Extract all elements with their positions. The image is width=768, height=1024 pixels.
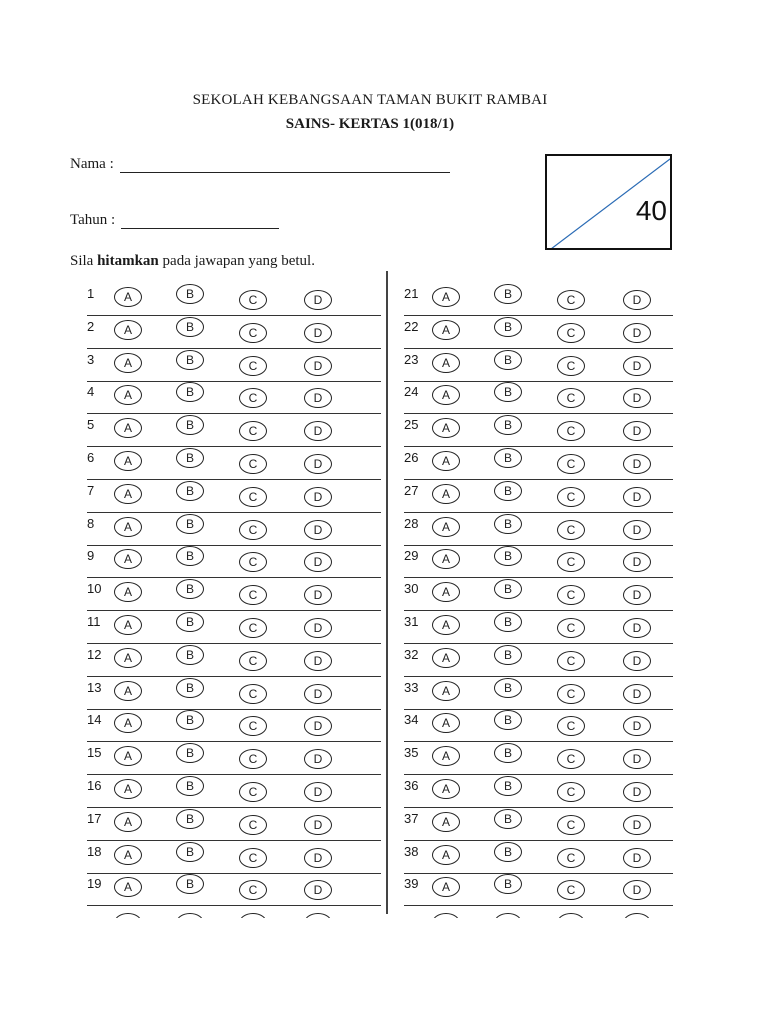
option-bubble-b[interactable]: B	[494, 514, 522, 534]
option-bubble-c[interactable]: C	[557, 684, 585, 704]
option-bubble-d[interactable]: D	[623, 716, 651, 736]
option-bubble-a[interactable]: A	[432, 877, 460, 897]
option-bubble-d[interactable]: D	[623, 815, 651, 835]
question-row	[404, 808, 673, 841]
question-number: 17	[87, 810, 102, 826]
option-bubble-a[interactable]: A	[432, 648, 460, 668]
option-bubble-a[interactable]: A	[432, 845, 460, 865]
option-bubble-c[interactable]: C	[557, 388, 585, 408]
option-bubble-c[interactable]: C	[239, 848, 267, 868]
option-bubble-d[interactable]: D	[304, 880, 332, 900]
option-bubble-c[interactable]: C	[557, 815, 585, 835]
question-row	[404, 381, 673, 414]
option-bubble-c[interactable]: C	[557, 454, 585, 474]
option-bubble-d[interactable]: D	[304, 782, 332, 802]
question-number: 1	[87, 286, 95, 301]
option-bubble-d[interactable]: D	[623, 356, 651, 376]
option-bubble-b[interactable]: B	[494, 415, 522, 435]
option-bubble-b[interactable]: B	[494, 809, 522, 829]
option-bubble-d[interactable]: D	[623, 848, 651, 868]
question-row	[404, 283, 673, 316]
option-bubble-d[interactable]: D	[304, 815, 332, 835]
option-bubble-a[interactable]: A	[114, 549, 142, 569]
option-bubble-a[interactable]: A	[432, 549, 460, 569]
option-bubble-d[interactable]: D	[304, 848, 332, 868]
option-bubble-d[interactable]: D	[623, 487, 651, 507]
option-bubble-d[interactable]: D	[623, 880, 651, 900]
option-bubble-b[interactable]: B	[176, 448, 204, 468]
question-number: 14	[87, 712, 102, 728]
question-row	[404, 873, 673, 906]
option-bubble-c[interactable]: C	[557, 552, 585, 572]
question-row	[87, 414, 381, 447]
question-row	[87, 447, 381, 480]
option-bubble-b[interactable]: B	[176, 743, 204, 763]
option-bubble-d[interactable]: D	[304, 651, 332, 671]
option-bubble-a[interactable]: A	[432, 451, 460, 471]
option-bubble-c[interactable]: C	[239, 487, 267, 507]
option-bubble-c[interactable]: C	[557, 782, 585, 802]
option-bubble-a[interactable]: A	[432, 353, 460, 373]
option-bubble-c[interactable]: C	[239, 684, 267, 704]
question-row	[87, 513, 381, 546]
question-number: 19	[87, 876, 102, 892]
option-bubble-a[interactable]: A	[114, 484, 142, 504]
option-bubble-d[interactable]: D	[304, 388, 332, 408]
option-bubble-a[interactable]: A	[114, 451, 142, 471]
instruction-emphasis: hitamkan	[97, 253, 159, 269]
question-number: 15	[87, 745, 102, 761]
option-bubble-b[interactable]: B	[494, 317, 522, 337]
option-bubble-b[interactable]: B	[494, 842, 522, 862]
question-row	[404, 677, 673, 710]
option-bubble-c[interactable]: C	[557, 585, 585, 605]
question-number: 24	[404, 384, 419, 400]
question-row	[87, 381, 381, 414]
question-row	[404, 611, 673, 644]
option-bubble-a[interactable]: A	[114, 648, 142, 668]
question-row	[87, 775, 381, 808]
option-bubble-d[interactable]: D	[304, 421, 332, 441]
option-bubble-d[interactable]: D	[623, 520, 651, 540]
option-bubble-c[interactable]: C	[239, 552, 267, 572]
option-bubble-d[interactable]: D	[304, 585, 332, 605]
option-bubble-c[interactable]: C	[239, 618, 267, 638]
option-bubble-b[interactable]: B	[176, 350, 204, 370]
option-bubble-b[interactable]: B	[494, 874, 522, 894]
option-bubble-b[interactable]: B	[176, 842, 204, 862]
option-bubble-c[interactable]: C	[239, 323, 267, 343]
option-bubble-b[interactable]: B	[176, 382, 204, 402]
option-bubble-partial	[494, 913, 522, 918]
option-bubble-b[interactable]: B	[494, 284, 522, 304]
question-row	[87, 709, 381, 742]
option-bubble-c[interactable]: C	[239, 880, 267, 900]
tahun-line[interactable]	[121, 214, 279, 229]
question-row	[404, 841, 673, 874]
question-row	[87, 677, 381, 710]
question-number: 6	[87, 450, 95, 465]
column-divider	[386, 271, 388, 914]
option-bubble-partial	[114, 913, 142, 918]
nama-field[interactable]	[70, 156, 450, 173]
question-row	[404, 316, 673, 349]
option-bubble-b[interactable]: B	[494, 612, 522, 632]
option-bubble-c[interactable]: C	[557, 487, 585, 507]
option-bubble-b[interactable]: B	[494, 448, 522, 468]
option-bubble-d[interactable]: D	[623, 782, 651, 802]
question-row	[87, 841, 381, 874]
option-bubble-a[interactable]: A	[114, 681, 142, 701]
option-bubble-a[interactable]: A	[432, 484, 460, 504]
question-row	[87, 545, 381, 578]
option-bubble-b[interactable]: B	[494, 743, 522, 763]
option-bubble-a[interactable]: A	[432, 812, 460, 832]
option-bubble-c[interactable]: C	[239, 749, 267, 769]
question-number: 18	[87, 843, 102, 859]
option-bubble-c[interactable]: C	[239, 421, 267, 441]
question-row	[87, 578, 381, 611]
question-row	[404, 578, 673, 611]
option-bubble-d[interactable]: D	[304, 716, 332, 736]
option-bubble-c[interactable]: C	[239, 388, 267, 408]
option-bubble-a[interactable]: A	[114, 615, 142, 635]
option-bubble-b[interactable]: B	[494, 776, 522, 796]
option-bubble-d[interactable]: D	[304, 356, 332, 376]
option-bubble-a[interactable]: A	[432, 779, 460, 799]
question-row	[87, 611, 381, 644]
question-row	[404, 545, 673, 578]
option-bubble-d[interactable]: D	[304, 290, 332, 310]
question-number: 5	[87, 417, 95, 433]
question-row	[404, 414, 673, 447]
question-row	[404, 513, 673, 546]
option-bubble-d[interactable]: D	[623, 684, 651, 704]
question-number: 11	[87, 614, 101, 629]
option-bubble-a[interactable]: A	[114, 779, 142, 799]
option-bubble-partial	[176, 913, 204, 918]
question-row	[404, 742, 673, 775]
option-bubble-a[interactable]: A	[432, 320, 460, 340]
option-bubble-b[interactable]: B	[176, 645, 204, 665]
option-bubble-b[interactable]: B	[176, 579, 204, 599]
score-total: 40	[635, 195, 667, 226]
option-bubble-d[interactable]: D	[304, 487, 332, 507]
option-bubble-d[interactable]: D	[623, 323, 651, 343]
option-bubble-c[interactable]: C	[557, 716, 585, 736]
question-row	[87, 644, 381, 677]
cutoff-row-partial	[87, 910, 381, 918]
question-number: 36	[404, 778, 419, 793]
option-bubble-a[interactable]: A	[432, 681, 460, 701]
option-bubble-b[interactable]: B	[176, 415, 204, 435]
question-number: 22	[404, 318, 419, 334]
question-number: 34	[404, 712, 419, 728]
option-bubble-c[interactable]: C	[239, 815, 267, 835]
option-bubble-c[interactable]: C	[239, 356, 267, 376]
option-bubble-d[interactable]: D	[623, 618, 651, 638]
option-bubble-b[interactable]: B	[176, 612, 204, 632]
option-bubble-b[interactable]: B	[176, 710, 204, 730]
question-row	[87, 808, 381, 841]
option-bubble-c[interactable]: C	[557, 651, 585, 671]
nama-line[interactable]	[120, 158, 450, 173]
option-bubble-b[interactable]: B	[176, 481, 204, 501]
nama-label: Nama :	[70, 156, 114, 172]
question-number: 26	[404, 450, 419, 465]
question-number: 30	[404, 581, 419, 597]
option-bubble-b[interactable]: B	[494, 678, 522, 698]
option-bubble-c[interactable]: C	[239, 290, 267, 310]
option-bubble-d[interactable]: D	[623, 388, 651, 408]
option-bubble-c[interactable]: C	[557, 520, 585, 540]
option-bubble-c[interactable]: C	[239, 716, 267, 736]
option-bubble-b[interactable]: B	[494, 645, 522, 665]
option-bubble-b[interactable]: B	[176, 284, 204, 304]
question-number: 38	[404, 843, 419, 859]
option-bubble-a[interactable]: A	[114, 418, 142, 438]
option-bubble-a[interactable]: A	[432, 418, 460, 438]
option-bubble-b[interactable]: B	[494, 481, 522, 501]
option-bubble-d[interactable]: D	[304, 323, 332, 343]
question-row	[404, 349, 673, 382]
option-bubble-a[interactable]: A	[114, 713, 142, 733]
option-bubble-a[interactable]: A	[432, 287, 460, 307]
option-bubble-c[interactable]: C	[239, 520, 267, 540]
option-bubble-a[interactable]: A	[432, 713, 460, 733]
option-bubble-a[interactable]: A	[432, 517, 460, 537]
option-bubble-a[interactable]: A	[114, 746, 142, 766]
instruction	[70, 253, 315, 270]
question-number: 21	[404, 286, 419, 301]
option-bubble-b[interactable]: B	[494, 382, 522, 402]
question-number: 35	[404, 745, 419, 761]
option-bubble-a[interactable]: A	[114, 812, 142, 832]
question-row	[404, 775, 673, 808]
school-name: SEKOLAH KEBANGSAAN TAMAN BUKIT RAMBAI	[192, 92, 548, 108]
cutoff-row-partial	[404, 910, 673, 918]
option-bubble-a[interactable]: A	[114, 320, 142, 340]
option-bubble-d[interactable]: D	[623, 290, 651, 310]
tahun-label: Tahun :	[70, 212, 116, 228]
option-bubble-d[interactable]: D	[304, 749, 332, 769]
question-row	[404, 709, 673, 742]
question-number: 37	[404, 810, 419, 826]
option-bubble-b[interactable]: B	[494, 350, 522, 370]
option-bubble-d[interactable]: D	[304, 454, 332, 474]
option-bubble-a[interactable]: A	[114, 517, 142, 537]
option-bubble-c[interactable]: C	[557, 421, 585, 441]
option-bubble-c[interactable]: C	[557, 356, 585, 376]
option-bubble-b[interactable]: B	[494, 579, 522, 599]
option-bubble-a[interactable]: A	[114, 877, 142, 897]
option-bubble-c[interactable]: C	[557, 323, 585, 343]
tahun-field[interactable]	[70, 212, 279, 229]
option-bubble-a[interactable]: A	[114, 845, 142, 865]
option-bubble-partial	[432, 913, 460, 918]
question-row	[87, 480, 381, 513]
question-number: 23	[404, 351, 419, 367]
option-bubble-c[interactable]: C	[557, 290, 585, 310]
question-number: 27	[404, 482, 419, 498]
question-row	[404, 447, 673, 480]
question-row	[87, 742, 381, 775]
option-bubble-d[interactable]: D	[304, 552, 332, 572]
question-number: 32	[404, 646, 419, 662]
score-box	[545, 154, 672, 250]
option-bubble-c[interactable]: C	[557, 880, 585, 900]
option-bubble-d[interactable]: D	[623, 421, 651, 441]
question-number: 10	[87, 581, 102, 597]
paper-title: SAINS- KERTAS 1(018/1)	[285, 116, 455, 132]
option-bubble-b[interactable]: B	[176, 874, 204, 894]
option-bubble-d[interactable]: D	[623, 454, 651, 474]
option-bubble-d[interactable]: D	[623, 651, 651, 671]
option-bubble-a[interactable]: A	[432, 385, 460, 405]
question-number: 25	[404, 417, 419, 433]
option-bubble-b[interactable]: B	[176, 514, 204, 534]
instruction-before: Sila	[70, 253, 94, 269]
question-number: 16	[87, 778, 102, 793]
option-bubble-b[interactable]: B	[176, 678, 204, 698]
option-bubble-partial	[239, 913, 267, 918]
question-number: 8	[87, 515, 95, 531]
question-row	[404, 480, 673, 513]
option-bubble-b[interactable]: B	[176, 776, 204, 796]
question-row	[87, 349, 381, 382]
option-bubble-d[interactable]: D	[623, 749, 651, 769]
question-row	[87, 873, 381, 906]
option-bubble-c[interactable]: C	[557, 749, 585, 769]
option-bubble-a[interactable]: A	[114, 287, 142, 307]
option-bubble-partial	[623, 913, 651, 918]
option-bubble-a[interactable]: A	[114, 385, 142, 405]
option-bubble-a[interactable]: A	[432, 582, 460, 602]
option-bubble-c[interactable]: C	[557, 618, 585, 638]
option-bubble-a[interactable]: A	[432, 615, 460, 635]
question-number: 9	[87, 548, 95, 564]
option-bubble-c[interactable]: C	[239, 454, 267, 474]
question-number: 12	[87, 646, 102, 662]
question-number: 3	[87, 351, 95, 367]
option-bubble-c[interactable]: C	[239, 585, 267, 605]
option-bubble-b[interactable]: B	[176, 809, 204, 829]
question-number: 33	[404, 679, 419, 695]
question-row	[87, 283, 381, 316]
option-bubble-b[interactable]: B	[494, 546, 522, 566]
option-bubble-c[interactable]: C	[239, 782, 267, 802]
option-bubble-a[interactable]: A	[432, 746, 460, 766]
option-bubble-a[interactable]: A	[114, 582, 142, 602]
question-number: 2	[87, 318, 95, 334]
option-bubble-d[interactable]: D	[304, 618, 332, 638]
option-bubble-b[interactable]: B	[176, 317, 204, 337]
option-bubble-partial	[304, 913, 332, 918]
option-bubble-b[interactable]: B	[494, 710, 522, 730]
option-bubble-b[interactable]: B	[176, 546, 204, 566]
question-number: 28	[404, 515, 419, 531]
instruction-after: pada jawapan yang betul.	[162, 253, 315, 269]
question-number: 4	[87, 384, 95, 400]
option-bubble-c[interactable]: C	[239, 651, 267, 671]
question-number: 39	[404, 876, 419, 892]
question-row	[404, 644, 673, 677]
question-number: 29	[404, 548, 419, 564]
option-bubble-d[interactable]: D	[623, 585, 651, 605]
question-row	[87, 316, 381, 349]
option-bubble-d[interactable]: D	[304, 684, 332, 704]
option-bubble-c[interactable]: C	[557, 848, 585, 868]
option-bubble-a[interactable]: A	[114, 353, 142, 373]
option-bubble-d[interactable]: D	[623, 552, 651, 572]
option-bubble-partial	[557, 913, 585, 918]
question-number: 31	[404, 614, 419, 629]
question-number: 7	[87, 482, 95, 498]
question-number: 13	[87, 679, 102, 695]
option-bubble-d[interactable]: D	[304, 520, 332, 540]
